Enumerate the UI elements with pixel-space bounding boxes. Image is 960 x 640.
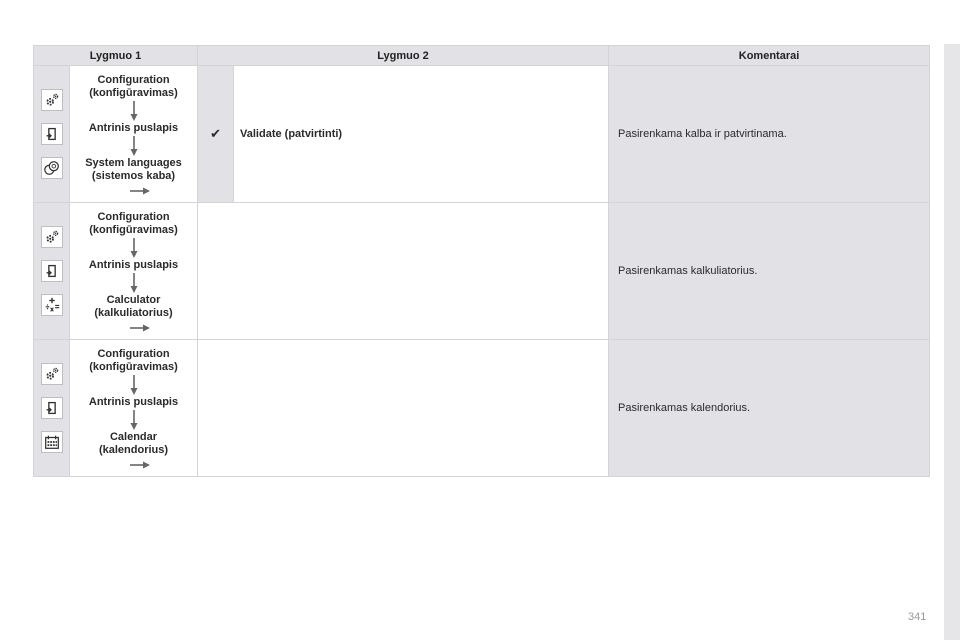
calendar-icon: [41, 431, 63, 453]
arrow-down-icon: [129, 101, 139, 121]
level2-empty: [198, 203, 609, 340]
phone-page-icon: [41, 260, 63, 282]
step-calendar: Calendar (kalendorius): [98, 430, 169, 456]
row-icons: [34, 66, 70, 203]
header-comment: Komentarai: [609, 46, 930, 66]
level2-validate: Validate (patvirtinti): [234, 66, 609, 203]
comment-cell: Pasirenkamas kalkuliatorius.: [609, 203, 930, 340]
arrow-right-icon: [130, 461, 150, 469]
step-system-languages: System languages (sistemos kaba): [85, 156, 182, 182]
gears-icon: [41, 89, 63, 111]
arrow-right-icon: [130, 187, 150, 195]
calculator-icon: [41, 294, 63, 316]
header-level1: Lygmuo 1: [34, 46, 198, 66]
level2-empty: [198, 340, 609, 477]
step-calculator: Calculator (kalkuliatorius): [94, 293, 173, 319]
step-configuration: Configuration (konfigūravimas): [89, 210, 178, 236]
step-secondary-page: Antrinis puslapis: [88, 121, 179, 134]
arrow-down-icon: [129, 136, 139, 156]
arrow-down-icon: [129, 375, 139, 395]
header-level2: Lygmuo 2: [198, 46, 609, 66]
table-header-row: [34, 46, 930, 66]
comment-cell: Pasirenkamas kalendorius.: [609, 340, 930, 477]
page-number: 341: [908, 611, 927, 623]
table-row: [34, 340, 930, 477]
page-margin-strip: [944, 44, 960, 640]
arrow-down-icon: [129, 410, 139, 430]
arrow-down-icon: [129, 238, 139, 258]
gears-icon: [41, 226, 63, 248]
step-secondary-page: Antrinis puslapis: [88, 258, 179, 271]
table-row: [34, 66, 930, 203]
arrow-down-icon: [129, 273, 139, 293]
settings-table: [33, 45, 930, 477]
phone-page-icon: [41, 123, 63, 145]
step-configuration: Configuration (konfigūravimas): [89, 347, 178, 373]
comment-cell: Pasirenkama kalba ir patvirtinama.: [609, 66, 930, 203]
phone-page-icon: [41, 397, 63, 419]
row-steps: [70, 66, 198, 203]
table-row: [34, 203, 930, 340]
arrow-right-icon: [130, 324, 150, 332]
step-configuration: Configuration (konfigūravimas): [89, 73, 178, 99]
row-icons: [34, 340, 70, 477]
row-steps: [70, 203, 198, 340]
step-secondary-page: Antrinis puslapis: [88, 395, 179, 408]
check-icon: ✔: [198, 66, 234, 203]
language-icon: [41, 157, 63, 179]
row-steps: [70, 340, 198, 477]
row-icons: [34, 203, 70, 340]
gears-icon: [41, 363, 63, 385]
